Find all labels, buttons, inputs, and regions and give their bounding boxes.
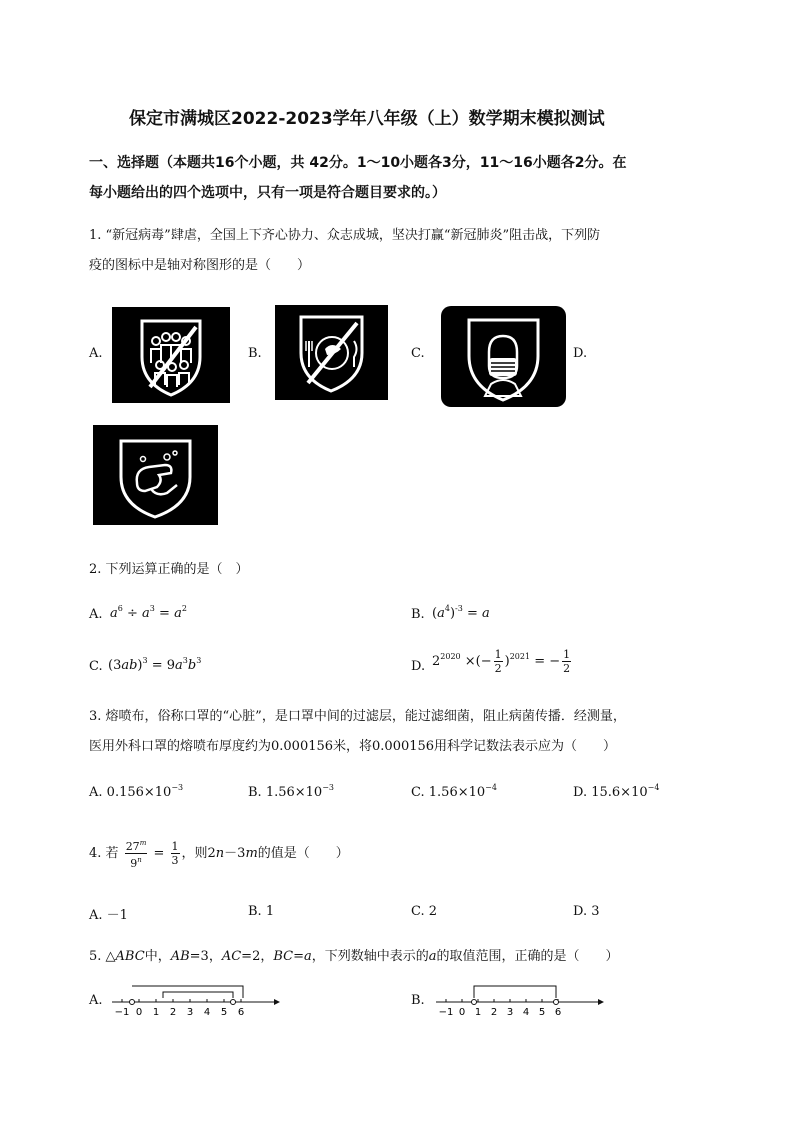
q4-option-d[interactable]: D. 3 [573, 904, 600, 919]
q2-option-d-expression[interactable]: $2^{2020}$ ×(− $\frac{1}{2}$ )$^{2021}$ = − $\frac{1}{2}$ [432, 648, 571, 675]
section-heading-line-2: 每小题给出的四个选项中，只有一项是符合题目要求的。） [89, 185, 446, 201]
q5-b-tick-label-1: 0 [458, 1007, 466, 1018]
q5-b-tick-label-0: −1 [438, 1007, 454, 1018]
q5-a-open-dot-left [130, 1000, 135, 1005]
q3-option-c[interactable]: C. $1.56\times 10^{-4}$ [411, 783, 497, 800]
q4-option-b[interactable]: B. 1 [248, 904, 275, 919]
q2-option-c-expression[interactable]: $(3ab)^3 = 9a^3b^3$ [108, 656, 202, 673]
q2-option-a-expression[interactable]: $a^6 \div a^3 = a^2$ [110, 604, 187, 621]
q5-a-tick-label-3: 2 [169, 1007, 177, 1018]
q5-option-b-label[interactable]: B. [411, 993, 425, 1008]
q5-b-open-dot-right [554, 1000, 559, 1005]
section-heading-line-1: 一、选择题（本题共16个小题，共 42分。1～10小题各3分，11～16小题各2分。在 [89, 155, 627, 171]
q2-stem: 2. 下列运算正确的是（ ） [89, 562, 249, 577]
q2-option-b-expression[interactable]: $(a^4)^{-3} = a$ [432, 604, 490, 621]
q4-option-a[interactable]: A. －1 [89, 908, 128, 923]
q5-a-open-dot-right [231, 1000, 236, 1005]
q3-stem-line-2: 医用外科口罩的熔喷布厚度约为0.000156米，将0.000156用科学记数法表示应为（ ） [89, 739, 617, 754]
q5-stem: 5. △ABC中，AB=3，AC=2，BC=a，下列数轴中表示的a的取值范围，正确的是（ ） [89, 949, 619, 964]
face-mask-icon[interactable] [441, 306, 566, 407]
hand-washing-icon[interactable] [93, 425, 218, 525]
q2-option-d-label[interactable]: D. [411, 659, 426, 674]
crowd-prohibited-icon[interactable] [112, 307, 230, 403]
q2-option-b-label[interactable]: B. [411, 607, 425, 622]
q3-option-b[interactable]: B. $1.56\times 10^{-3}$ [248, 783, 335, 800]
q1-option-b-label[interactable]: B. [248, 346, 262, 361]
q4-stem: 4. 若 $\frac{27^m}{9^n}$ = $\frac{1}{3}$ ，则2n－3m的值是（ ） [89, 839, 349, 870]
q5-option-b-number-line[interactable] [434, 978, 604, 1020]
q5-b-tick-label-6: 5 [538, 1007, 546, 1018]
q5-option-a-number-line[interactable] [110, 978, 280, 1020]
q5-a-tick-label-1: 0 [135, 1007, 143, 1018]
q5-b-tick-label-2: 1 [474, 1007, 482, 1018]
q4-option-c[interactable]: C. 2 [411, 904, 438, 919]
q3-option-d[interactable]: D. $15.6\times 10^{-4}$ [573, 783, 660, 800]
q5-a-tick-label-4: 3 [186, 1007, 194, 1018]
q5-a-tick-label-5: 4 [203, 1007, 211, 1018]
q1-stem-line-2: 疫的图标中是轴对称图形的是（ ） [89, 258, 311, 273]
q5-a-tick-label-7: 6 [237, 1007, 245, 1018]
q5-a-tick-label-2: 1 [152, 1007, 160, 1018]
q5-b-range-bracket [474, 986, 556, 998]
q1-option-c-label[interactable]: C. [411, 346, 425, 361]
q5-option-a-label[interactable]: A. [89, 993, 103, 1008]
q1-stem-line-1: 1. “新冠病毒”肆虐，全国上下齐心协力、众志成城，坚决打赢“新冠肺炎”阻击战，下列防 [89, 228, 601, 243]
q5-b-tick-label-7: 6 [554, 1007, 562, 1018]
q5-a-tick-label-6: 5 [220, 1007, 228, 1018]
q5-b-tick-label-4: 3 [506, 1007, 514, 1018]
q3-stem-line-1: 3. 熔喷布，俗称口罩的“心脏”，是口罩中间的过滤层，能过滤细菌，阻止病菌传播．经测量， [89, 709, 626, 724]
q1-option-a-label[interactable]: A. [89, 346, 103, 361]
q5-a-tick-label-0: −1 [114, 1007, 130, 1018]
no-wild-animal-eating-icon[interactable] [275, 305, 388, 400]
q5-b-tick-label-3: 2 [490, 1007, 498, 1018]
q3-option-a[interactable]: A. $0.156\times 10^{-3}$ [89, 783, 184, 800]
q5-b-open-dot-left [472, 1000, 477, 1005]
q1-option-d-label[interactable]: D. [573, 346, 588, 361]
q2-option-a-label[interactable]: A. [89, 607, 103, 622]
q2-option-c-label[interactable]: C. [89, 659, 103, 674]
page-title: 保定市满城区2022-2023学年八年级（上）数学期末模拟测试 [129, 109, 605, 129]
q5-b-tick-label-5: 4 [522, 1007, 530, 1018]
q5-a-range-bracket [163, 992, 233, 998]
